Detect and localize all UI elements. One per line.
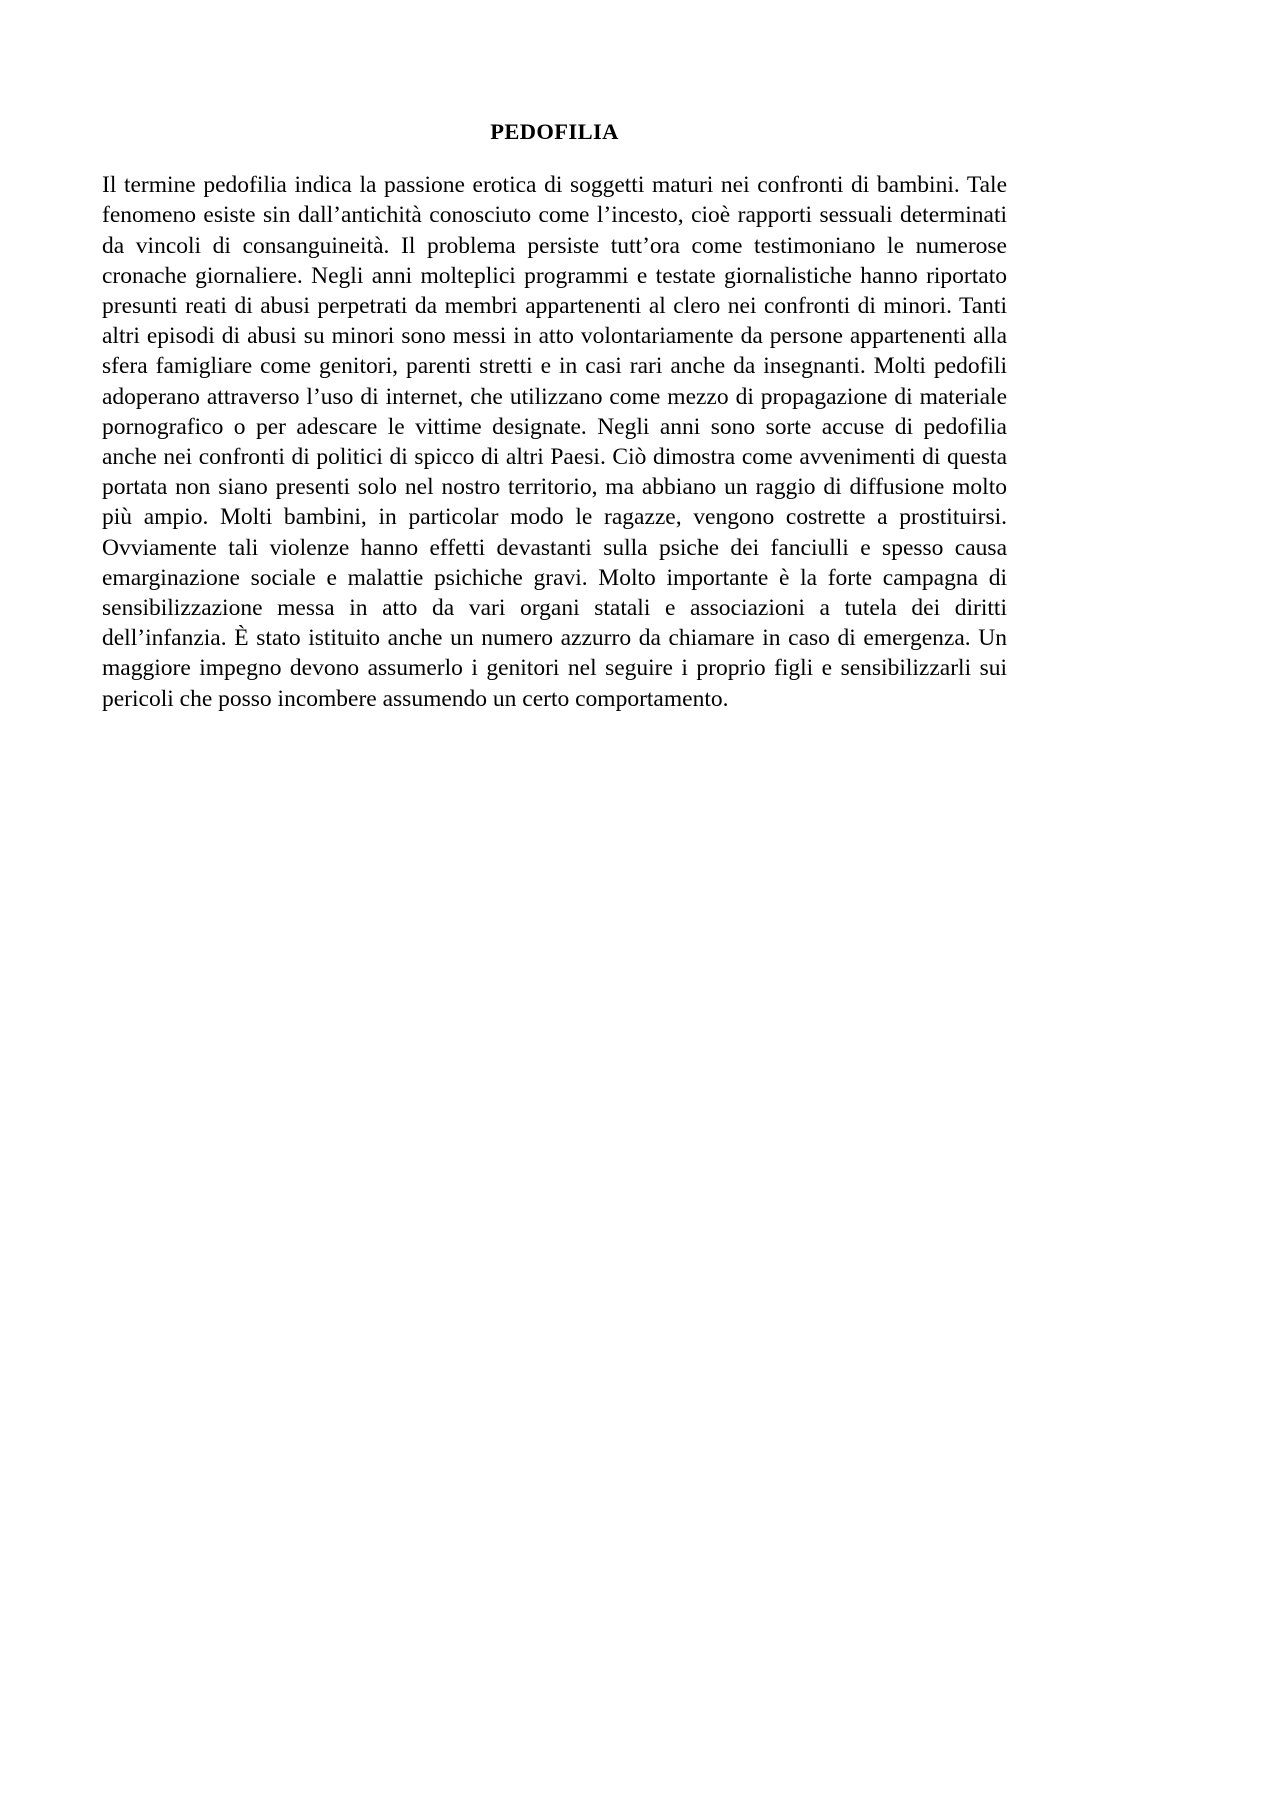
body-paragraph: Il termine pedofilia indica la passione erotica di soggetti maturi nei confronti di bambini. Tale fenomeno esiste sin dall’antichità conosciuto come l’incesto, cioè rapporti sessuali determinati da vincoli di consanguineità. Il problema persiste tutt’ora come testimoniano le numerose cronache giornaliere. Negli anni molteplici programmi e testate giornalistiche hanno riportato presunti reati di abusi perpetrati da membri appartenenti al clero nei confronti di minori. Tanti altri episodi di abusi su minori sono messi in atto volontariamente da persone appartenenti alla sfera famigliare come genitori, parenti stretti e in casi rari anche da insegnanti. Molti pedofili adoperano attraverso l’uso di internet, che utilizzano come mezzo di propagazione di materiale pornografico o per adescare le vittime designate. Negli anni sono sorte accuse di pedofilia anche nei confronti di politici di spicco di altri Paesi. Ciò dimostra come avvenimenti di questa portata non siano presenti solo nel nostro territorio, ma abbiano un raggio di diffusione molto più ampio. Molti bambini, in particolar modo le ragazze, vengono costrette a prostituirsi. Ovviamente tali violenze hanno effetti devastanti sulla psiche dei fanciulli e spesso causa emarginazione sociale e malattie psichiche gravi. Molto importante è la forte campagna di sensibilizzazione messa in atto da vari organi statali e associazioni a tutela dei diritti dell’infanzia. È stato istituito anche un numero azzurro da chiamare in caso di emergenza. Un maggiore impegno devono assumerlo i genitori nel seguire i proprio figli e sensibilizzarli sui pericoli che posso incombere assumendo un certo comportamento.	[102, 172, 1007, 712]
page-title: PEDOFILIA	[490, 119, 619, 144]
text-block	[102, 118, 1007, 714]
